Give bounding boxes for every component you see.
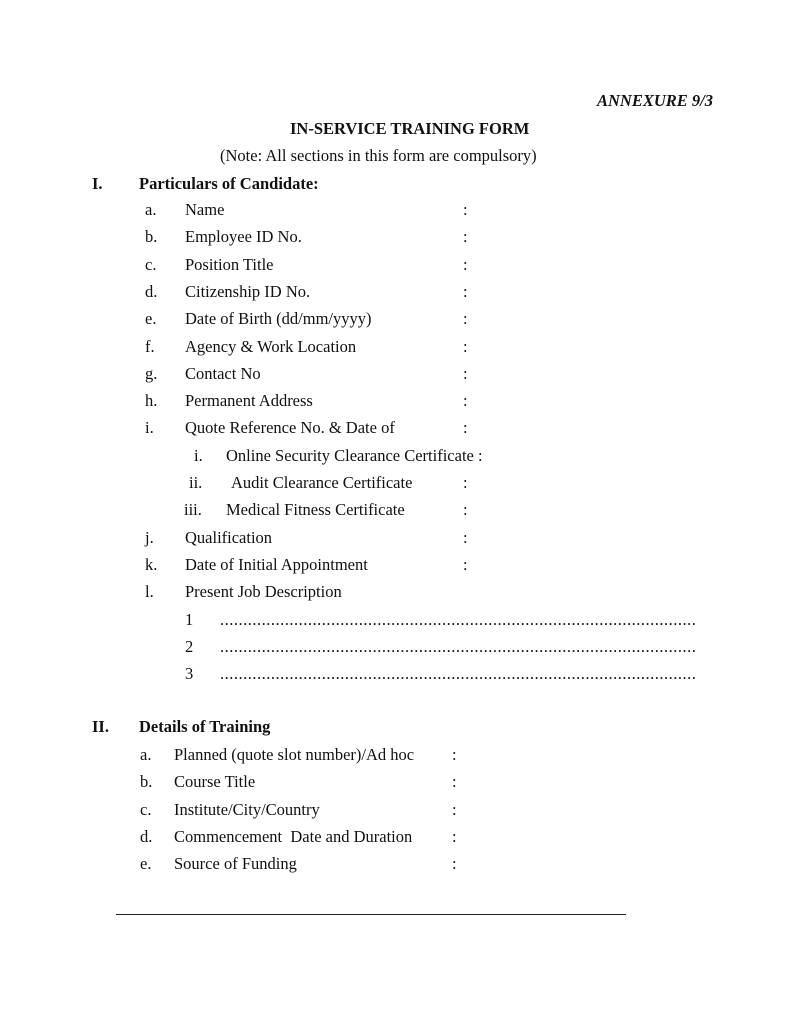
item-letter: b.: [140, 772, 153, 792]
field-label: Course Title: [174, 772, 256, 792]
field-colon: :: [463, 418, 468, 438]
item-letter: g.: [145, 363, 158, 383]
item-letter: b.: [145, 227, 158, 247]
dotted-blank: .......................................................................................................: [220, 664, 697, 684]
field-colon: :: [463, 527, 468, 547]
field-colon: :: [452, 854, 457, 874]
dotted-blank: .......................................................................................................: [220, 636, 697, 656]
field-label: Name: [185, 200, 225, 219]
field-label: Date of Initial Appointment: [185, 554, 368, 574]
item-letter: a.: [140, 745, 152, 764]
item-letter: j.: [145, 527, 154, 547]
subitem-number: i.: [194, 445, 203, 465]
field-label: Contact No: [185, 363, 261, 383]
field-label: Qualification: [185, 527, 273, 547]
item-letter: h.: [145, 391, 158, 411]
field-colon: :: [463, 500, 468, 520]
field-label: Position Title: [185, 254, 274, 274]
item-letter: i.: [145, 418, 154, 438]
field-colon: :: [463, 281, 468, 301]
line-number: 1: [185, 609, 194, 629]
line-number: 2: [185, 636, 194, 656]
section-2-number: II.: [92, 717, 109, 736]
dotted-blank: .......................................................................................................: [220, 609, 697, 629]
field-colon: :: [452, 799, 457, 819]
field-colon: :: [463, 227, 468, 247]
form-title: IN-SERVICE TRAINING FORM: [290, 119, 530, 138]
item-letter: k.: [145, 554, 158, 574]
subitem-label: Medical Fitness Certificate: [226, 500, 405, 520]
section-1-number: I.: [92, 174, 103, 193]
item-letter: d.: [140, 826, 153, 846]
annexure-label: ANNEXURE 9/3: [597, 91, 713, 110]
field-label: Date of Birth (dd/mm/yyyy): [185, 309, 372, 329]
field-colon: :: [463, 554, 468, 574]
field-label: Permanent Address: [185, 391, 313, 411]
field-colon: :: [463, 363, 468, 383]
subitem-label: Online Security Clearance Certificate :: [226, 445, 483, 465]
item-letter: f.: [145, 336, 155, 356]
field-label: Commencement Date and Duration: [174, 826, 413, 846]
field-label: Present Job Description: [185, 582, 342, 602]
item-letter: l.: [145, 582, 154, 602]
item-letter: c.: [140, 799, 152, 819]
item-letter: e.: [140, 854, 152, 874]
item-letter: c.: [145, 254, 157, 274]
section-2-heading: Details of Training: [139, 717, 271, 736]
field-label: Quote Reference No. & Date of: [185, 418, 395, 438]
field-colon: :: [452, 826, 457, 846]
field-colon: :: [463, 200, 468, 219]
field-label: Source of Funding: [174, 854, 297, 874]
field-label: Employee ID No.: [185, 227, 302, 247]
field-label: Institute/City/Country: [174, 799, 320, 819]
field-colon: :: [463, 336, 468, 356]
field-colon: :: [463, 254, 468, 274]
field-colon: :: [452, 745, 457, 764]
field-colon: :: [463, 391, 468, 411]
subitem-label: Audit Clearance Certificate: [231, 473, 413, 492]
field-colon: :: [463, 309, 468, 329]
footer-rule: [116, 914, 626, 915]
field-label: Citizenship ID No.: [185, 281, 311, 301]
item-letter: a.: [145, 200, 157, 219]
line-number: 3: [185, 664, 194, 684]
field-colon: :: [463, 473, 468, 492]
section-1-heading: Particulars of Candidate:: [139, 174, 319, 193]
field-colon: :: [452, 772, 457, 792]
field-label: Planned (quote slot number)/Ad hoc: [174, 745, 415, 764]
item-letter: e.: [145, 309, 157, 329]
item-letter: d.: [145, 281, 158, 301]
subitem-number: iii.: [184, 500, 202, 520]
field-label: Agency & Work Location: [185, 336, 357, 356]
form-note: (Note: All sections in this form are compulsory): [220, 146, 537, 165]
subitem-number: ii.: [189, 473, 203, 492]
